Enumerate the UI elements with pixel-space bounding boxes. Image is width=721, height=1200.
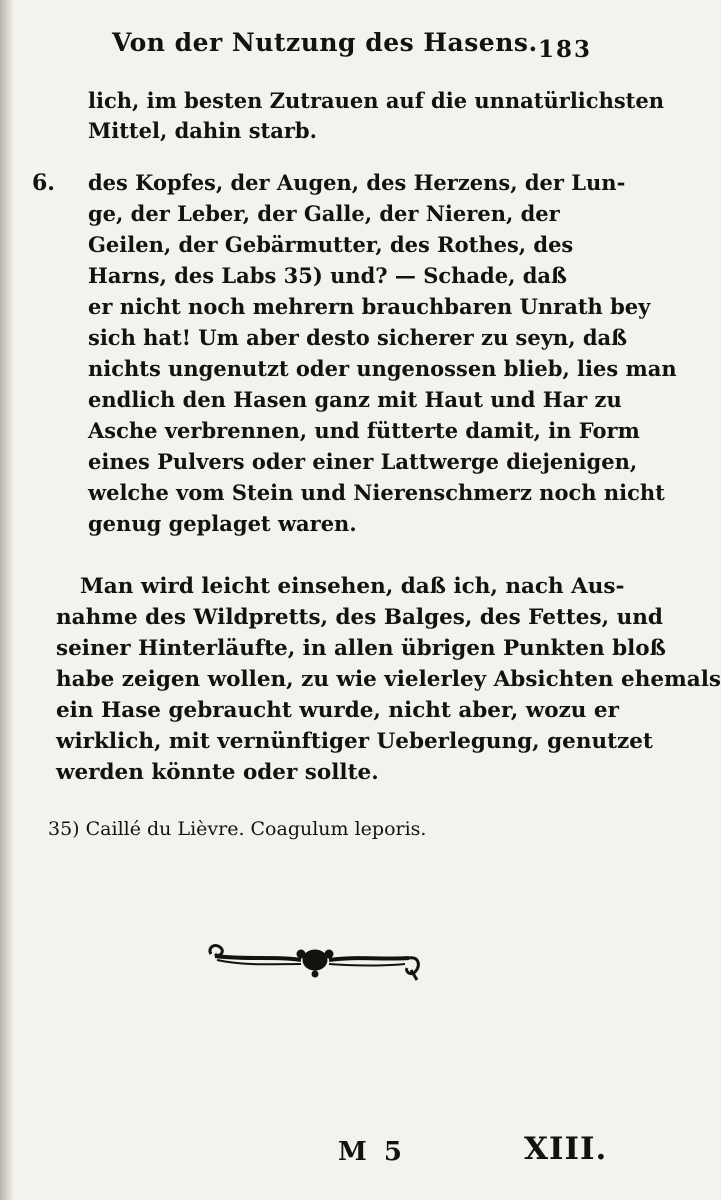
text-line: werden könnte oder sollte. — [56, 760, 379, 785]
signature-mark: M 5 — [338, 1137, 406, 1167]
text-line: Asche verbrennen, und fütterte damit, in Form — [88, 418, 640, 443]
running-title: Von der Nutzung des Hasens. — [112, 28, 538, 57]
text-line: des Kopfes, der Augen, des Herzens, der Lun- — [88, 170, 626, 195]
page-gutter-shadow — [0, 0, 14, 1200]
text-line: Mittel, dahin starb. — [88, 118, 317, 143]
text-line: nichts ungenutzt oder ungenossen blieb, lies man — [88, 356, 677, 381]
text-line: endlich den Hasen ganz mit Haut und Har zu — [88, 387, 622, 412]
list-item-number: 6. — [32, 170, 55, 196]
text-line: ein Hase gebraucht wurde, nicht aber, wozu er — [56, 698, 619, 723]
catchword: XIII. — [524, 1131, 608, 1167]
text-line: nahme des Wildpretts, des Balges, des Fettes, und — [56, 605, 663, 630]
text-line: genug geplaget waren. — [88, 511, 357, 536]
text-line: lich, im besten Zutrauen auf die unnatürlichsten — [88, 88, 664, 113]
text-line: eines Pulvers oder einer Lattwerge diejenigen, — [88, 449, 638, 474]
running-header — [112, 28, 602, 68]
text-line: seiner Hinterläufte, in allen übrigen Punkten bloß — [56, 636, 666, 661]
text-line: Geilen, der Gebärmutter, des Rothes, des — [88, 232, 574, 257]
text-line: sich hat! Um aber desto sicherer zu seyn, daß — [88, 325, 628, 350]
text-line: welche vom Stein und Nierenschmerz noch nicht — [88, 480, 665, 505]
text-line: Man wird leicht einsehen, daß ich, nach Aus- — [80, 574, 625, 599]
text-line: wirklich, mit vernünftiger Ueberlegung, genutzet — [56, 729, 653, 754]
footnote-35: 35) Caillé du Lièvre. Coagulum leporis. — [48, 818, 427, 840]
text-line: habe zeigen wollen, zu wie vielerley Absichten ehemals — [56, 667, 721, 692]
text-line: er nicht noch mehrern brauchbaren Unrath bey — [88, 294, 651, 319]
ornament-vignette-icon — [205, 930, 425, 990]
text-line: ge, der Leber, der Galle, der Nieren, der — [88, 201, 560, 226]
text-line: Harns, des Labs 35) und? — Schade, daß — [88, 263, 567, 288]
page-number: 183 — [537, 36, 592, 63]
